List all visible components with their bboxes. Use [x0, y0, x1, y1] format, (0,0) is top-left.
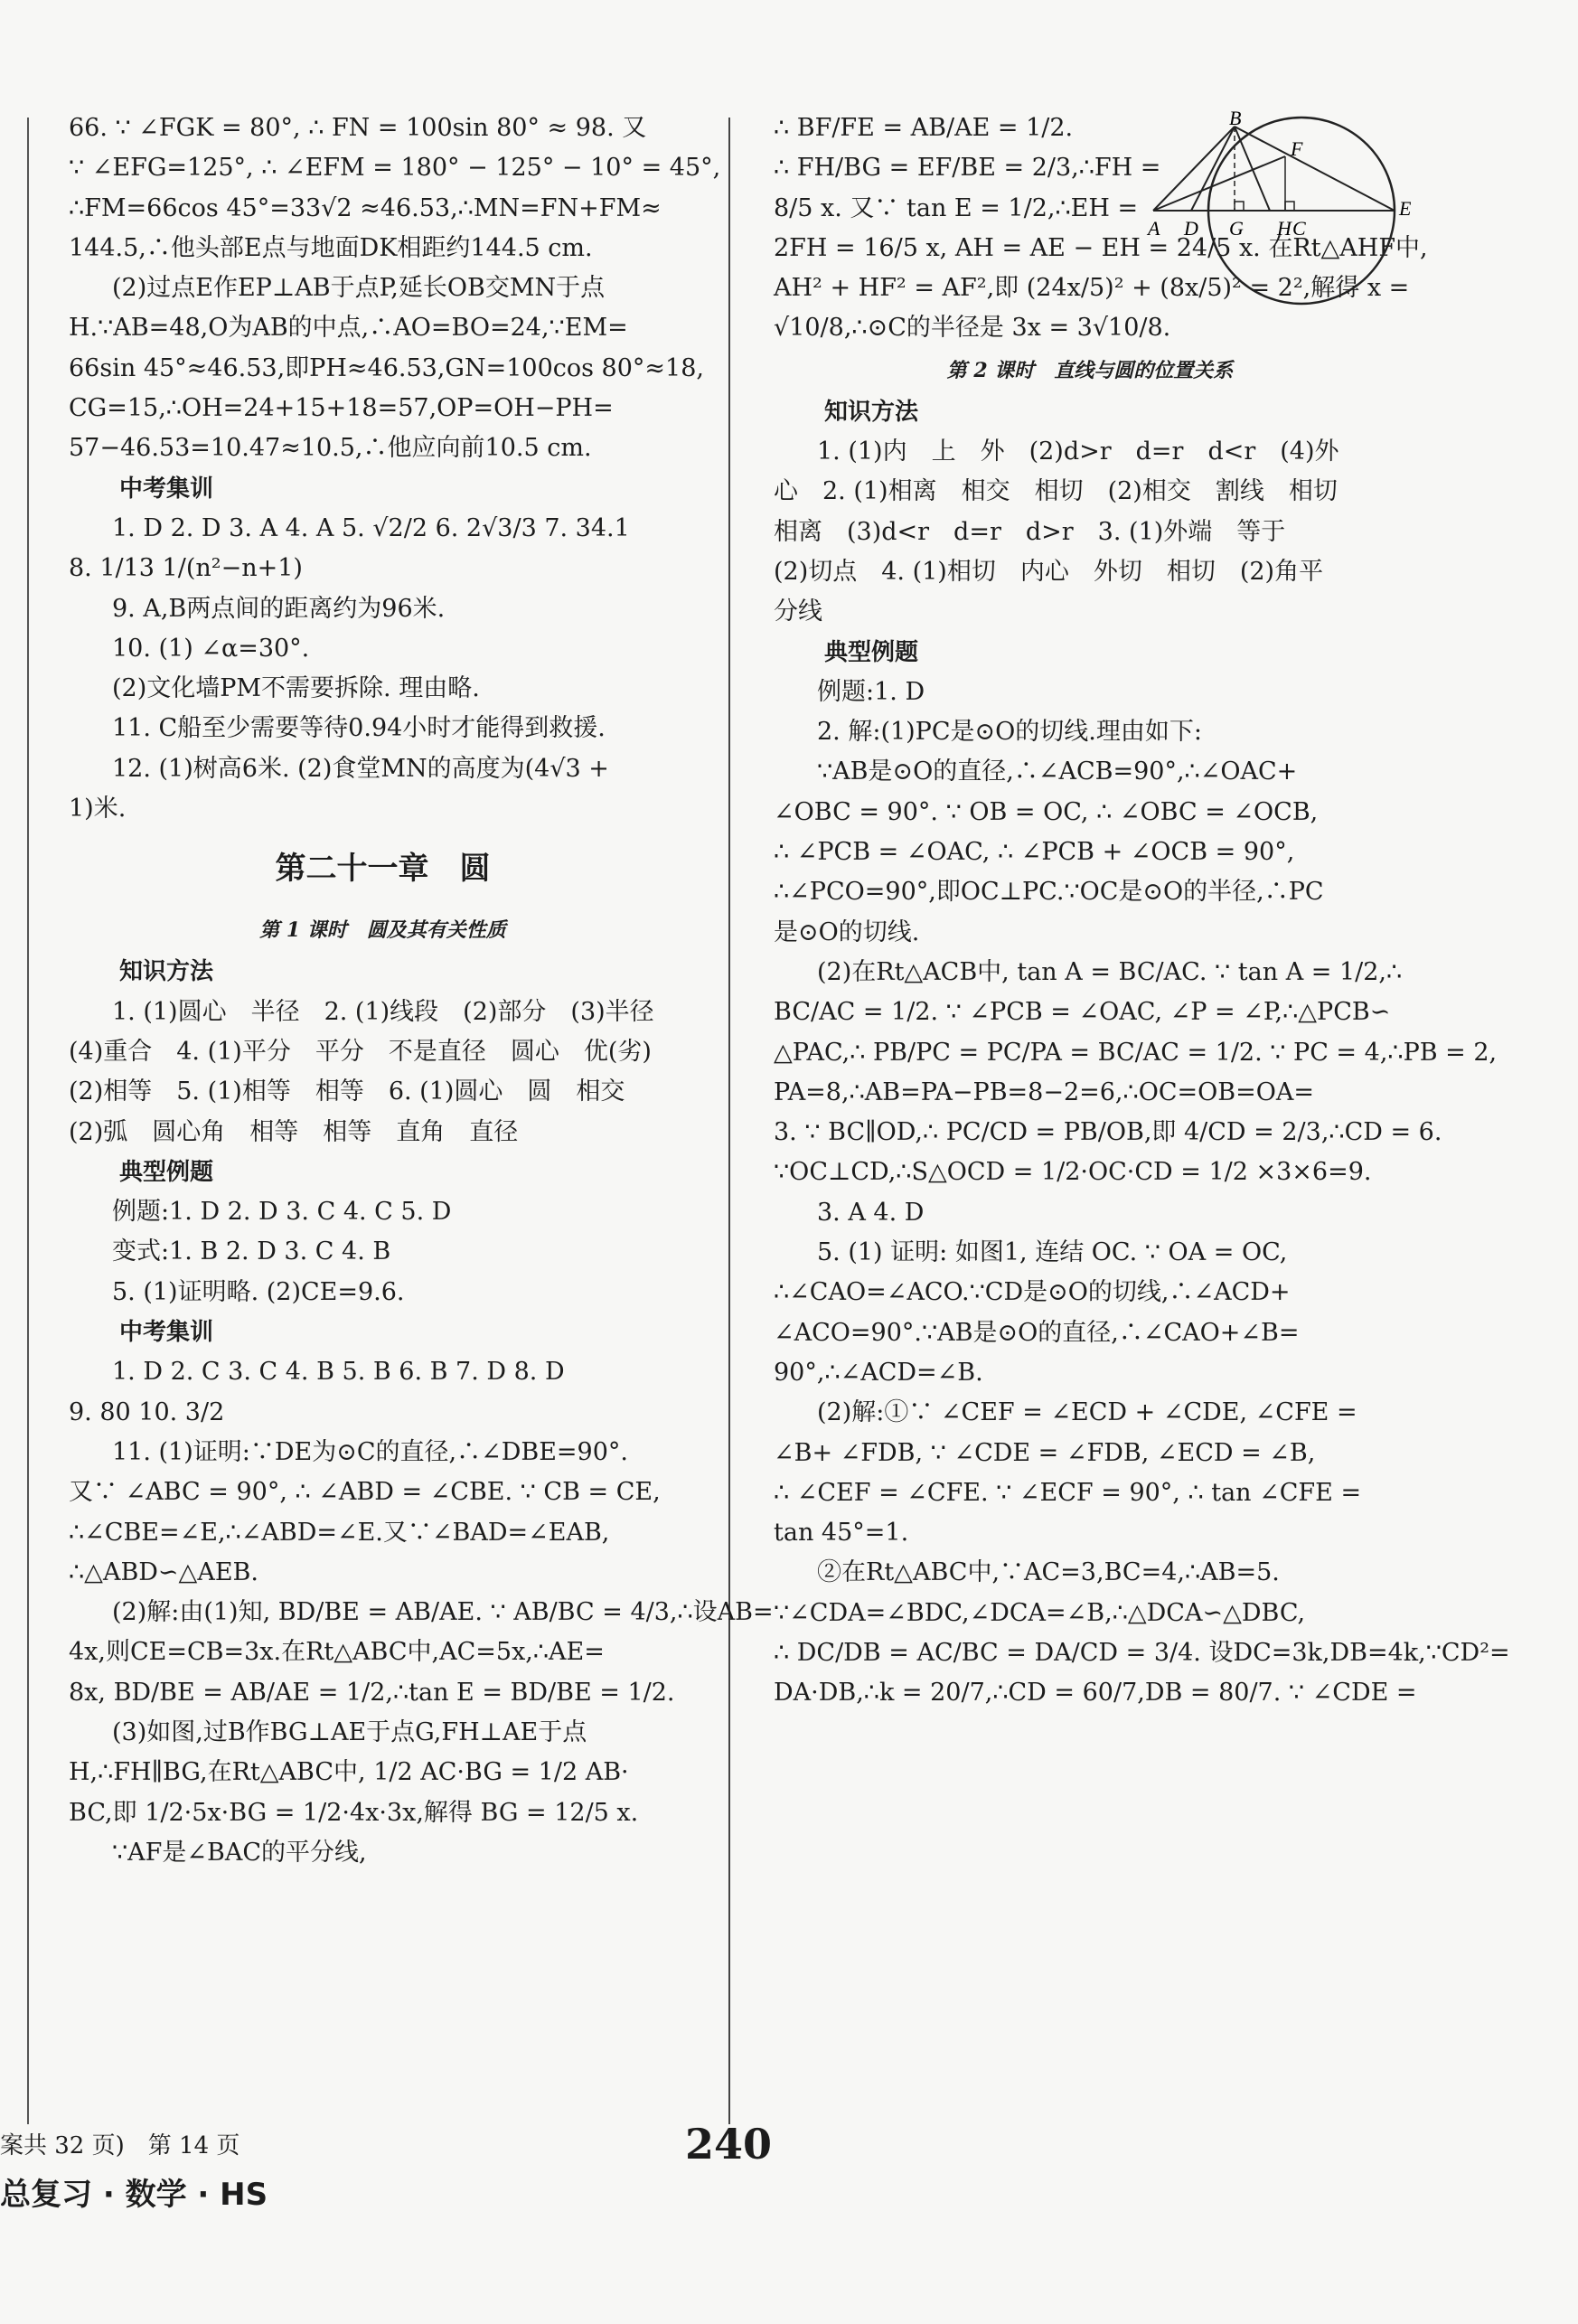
footer-info: 案共 32 页) 第 14 页: [0, 2132, 240, 2159]
answer-line: 8x, BD/BE = AB/AE = 1/2,∴tan E = BD/BE = 1/2.: [69, 1678, 675, 1707]
left-edge-line: [27, 118, 29, 2124]
column-divider: [728, 118, 730, 2124]
lesson-title: 第 2 课时 直线与圆的位置关系: [946, 358, 1234, 382]
circle-geometry-figure: [1148, 107, 1419, 306]
answer-line: 11. C船至少需要等待0.94小时才能得到救援.: [112, 714, 606, 743]
answer-line: 9. A,B两点间的距离约为96米.: [112, 594, 446, 623]
answer-line: 1. (1)内 上 外 (2)d>r d=r d<r (4)外: [817, 438, 1339, 466]
label-e: E: [1399, 197, 1412, 220]
answer-line: ∴ ∠CEF = ∠CFE. ∵ ∠ECF = 90°, ∴ tan ∠CFE =: [774, 1478, 1362, 1507]
answer-line: △PAC,∴ PB/PC = PC/PA = BC/AC = 1/2. ∵ PC = 4,∴PB = 2,: [774, 1038, 1498, 1067]
label-d: D: [1184, 217, 1198, 240]
answer-line: CG=15,∴OH=24+15+18=57,OP=OH−PH=: [69, 394, 614, 423]
answer-line: 4x,则CE=CB=3x.在Rt△ABC中,AC=5x,∴AE=: [69, 1638, 605, 1667]
answer-line: 2. 解:(1)PC是⊙O的切线.理由如下:: [817, 718, 1202, 747]
answer-line: 5. (1) 证明: 如图1, 连结 OC. ∵ OA = OC,: [817, 1238, 1288, 1267]
answer-line: 90°,∴∠ACD=∠B.: [774, 1358, 983, 1387]
chapter-title: 第二十一章 圆: [275, 851, 491, 888]
answer-line: 9. 80 10. 3/2: [69, 1397, 225, 1426]
section-heading: 典型例题: [824, 638, 919, 666]
answer-line: 8. 1/13 1/(n²−n+1): [69, 554, 303, 583]
answer-line: ∵ ∠EFG=125°, ∴ ∠EFM = 180° − 125° − 10° = 45°,: [69, 154, 721, 183]
answer-line: DA·DB,∴k = 20/7,∴CD = 60/7,DB = 80/7. ∵ ∠CDE =: [774, 1679, 1417, 1708]
answer-line: 3. ∵ BC∥OD,∴ PC/CD = PB/OB,即 4/CD = 2/3,∴CD = 6.: [774, 1118, 1442, 1147]
answer-line: ∴ DC/DB = AC/BC = DA/CD = 3/4. 设DC=3k,DB=4k,∵CD²=: [774, 1638, 1510, 1667]
label-f: F: [1291, 137, 1303, 160]
answer-line: (2)文化墙PM不需要拆除. 理由略.: [112, 674, 480, 703]
right-column: [774, 108, 1510, 1714]
answer-line: ∵AB是⊙O的直径,∴∠ACB=90°,∴∠OAC+: [817, 757, 1298, 786]
answer-line: 分线: [774, 597, 822, 626]
answer-line: ②在Rt△ABC中,∵AC=3,BC=4,∴AB=5.: [817, 1558, 1280, 1587]
section-heading: 知识方法: [824, 398, 919, 426]
section-heading: 中考集训: [119, 475, 214, 503]
answer-line: 变式:1. B 2. D 3. C 4. B: [112, 1237, 391, 1266]
label-c: C: [1292, 217, 1306, 240]
answer-line: ∠ACO=90°.∵AB是⊙O的直径,∴∠CAO+∠B=: [774, 1318, 1300, 1347]
answer-line: BC,即 1/2·5x·BG = 1/2·4x·3x,解得 BG = 12/5 x.: [69, 1798, 639, 1827]
answer-line: 5. (1)证明略. (2)CE=9.6.: [112, 1277, 405, 1306]
answer-line: 例题:1. D: [817, 677, 925, 706]
answer-line: (2)相等 5. (1)相等 相等 6. (1)圆心 圆 相交: [69, 1077, 625, 1106]
answer-line: AH² + HF² = AF²,即 (24x/5)² + (8x/5)² = 2²,解得 x =: [774, 274, 1410, 303]
answer-line: 又∵ ∠ABC = 90°, ∴ ∠ABD = ∠CBE. ∵ CB = CE,: [69, 1478, 661, 1507]
answer-line: 1)米.: [69, 795, 127, 823]
answer-line: H.∵AB=48,O为AB的中点,∴AO=BO=24,∵EM=: [69, 314, 628, 343]
answer-line: ∴FM=66cos 45°=33√2 ≈46.53,∴MN=FN+FM≈: [69, 193, 662, 222]
answer-line: BC/AC = 1/2. ∵ ∠PCB = ∠OAC, ∠P = ∠P,∴△PCB∽: [774, 998, 1391, 1027]
answer-line: ∴∠CAO=∠ACO.∵CD是⊙O的切线,∴∠ACD+: [774, 1278, 1291, 1307]
answer-line: ∠OBC = 90°. ∵ OB = OC, ∴ ∠OBC = ∠OCB,: [774, 797, 1319, 826]
answer-line: (2)解:由(1)知, BD/BE = AB/AE. ∵ AB/BC = 4/3,∴设AB=: [112, 1598, 774, 1627]
answer-line: (2)过点E作EP⊥AB于点P,延长OB交MN于点: [112, 274, 606, 303]
answer-line: 10. (1) ∠α=30°.: [112, 634, 310, 663]
answer-line: 66sin 45°≈46.53,即PH≈46.53,GN=100cos 80°≈18,: [69, 353, 704, 382]
answer-line: ∴∠PCO=90°,即OC⊥PC.∵OC是⊙O的半径,∴PC: [774, 878, 1324, 907]
answer-line: ∵AF是∠BAC的平分线,: [112, 1838, 367, 1867]
book-title: 总复习 · 数学 · HS: [0, 2177, 268, 2213]
answer-line: 是⊙O的切线.: [774, 917, 920, 946]
answer-line: 心 2. (1)相离 相交 相切 (2)相交 割线 相切: [774, 477, 1338, 506]
answer-line: 例题:1. D 2. D 3. C 4. C 5. D: [112, 1198, 452, 1227]
answer-line: H,∴FH∥BG,在Rt△ABC中, 1/2 AC·BG = 1/2 AB·: [69, 1758, 629, 1787]
answer-line: 3. A 4. D: [817, 1198, 925, 1227]
left-column: [69, 108, 774, 1873]
answer-line: 57−46.53=10.47≈10.5,∴他应向前10.5 cm.: [69, 434, 592, 463]
answer-line: ∴∠CBE=∠E,∴∠ABD=∠E.又∵∠BAD=∠EAB,: [69, 1518, 610, 1547]
answer-line: (2)弧 圆心角 相等 相等 直角 直径: [69, 1117, 519, 1146]
answer-line: 11. (1)证明:∵DE为⊙C的直径,∴∠DBE=90°.: [112, 1437, 628, 1466]
section-heading: 典型例题: [119, 1158, 214, 1186]
answer-line: 1. D 2. D 3. A 4. A 5. √2/2 6. 2√3/3 7. 34.1: [112, 513, 630, 542]
answer-line: 12. (1)树高6米. (2)食堂MN的高度为(4√3 +: [112, 754, 609, 783]
answer-line: ∵∠CDA=∠BDC,∠DCA=∠B,∴△DCA∽△DBC,: [774, 1598, 1306, 1627]
answer-line: 8/5 x. 又∵ tan E = 1/2,∴EH =: [774, 193, 1139, 222]
answer-line: 66. ∵ ∠FGK = 80°, ∴ FN = 100sin 80° ≈ 98. 又: [69, 114, 647, 142]
answer-line: 144.5,∴他头部E点与地面DK相距约144.5 cm.: [69, 233, 593, 262]
section-heading: 知识方法: [119, 958, 214, 986]
answer-line: 1. (1)圆心 半径 2. (1)线段 (2)部分 (3)半径: [112, 997, 654, 1026]
label-g: G: [1229, 217, 1244, 240]
lesson-title: 第 1 课时 圆及其有关性质: [259, 918, 506, 943]
answer-line: (2)在Rt△ACB中, tan A = BC/AC. ∵ tan A = 1/2,∴: [817, 957, 1403, 986]
answer-line: PA=8,∴AB=PA−PB=8−2=6,∴OC=OB=OA=: [774, 1077, 1314, 1106]
answer-line: ∴ BF/FE = AB/AE = 1/2.: [774, 114, 1074, 142]
label-b: B: [1229, 107, 1242, 129]
answer-line: ∴ FH/BG = EF/BE = 2/3,∴FH =: [774, 154, 1161, 183]
page-number: 240: [685, 2120, 773, 2169]
answer-line: (3)如图,过B作BG⊥AE于点G,FH⊥AE于点: [112, 1717, 587, 1746]
label-a: A: [1148, 217, 1160, 240]
answer-line: 1. D 2. C 3. C 4. B 5. B 6. B 7. D 8. D: [112, 1358, 565, 1387]
answer-line: (4)重合 4. (1)平分 平分 不是直径 圆心 优(劣): [69, 1037, 652, 1066]
label-h: H: [1277, 217, 1292, 240]
answer-line: ∵OC⊥CD,∴S△OCD = 1/2·OC·CD = 1/2 ×3×6=9.: [774, 1158, 1372, 1187]
answer-line: √10/8,∴⊙C的半径是 3x = 3√10/8.: [774, 314, 1171, 343]
answer-line: ∠B+ ∠FDB, ∵ ∠CDE = ∠FDB, ∠ECD = ∠B,: [774, 1438, 1316, 1467]
answer-line: ∴△ABD∽△AEB.: [69, 1557, 258, 1586]
answer-line: tan 45°=1.: [774, 1519, 909, 1548]
answer-line: 相离 (3)d<r d=r d>r 3. (1)外端 等于: [774, 517, 1286, 546]
answer-line: (2)切点 4. (1)相切 内心 外切 相切 (2)角平: [774, 557, 1324, 586]
section-heading: 中考集训: [119, 1319, 214, 1347]
answer-line: 2FH = 16/5 x, AH = AE − EH = 24/5 x. 在Rt△AHF中,: [774, 233, 1428, 262]
answer-line: ∴ ∠PCB = ∠OAC, ∴ ∠PCB + ∠OCB = 90°,: [774, 838, 1295, 867]
answer-line: (2)解:①∵ ∠CEF = ∠ECD + ∠CDE, ∠CFE =: [817, 1398, 1357, 1427]
